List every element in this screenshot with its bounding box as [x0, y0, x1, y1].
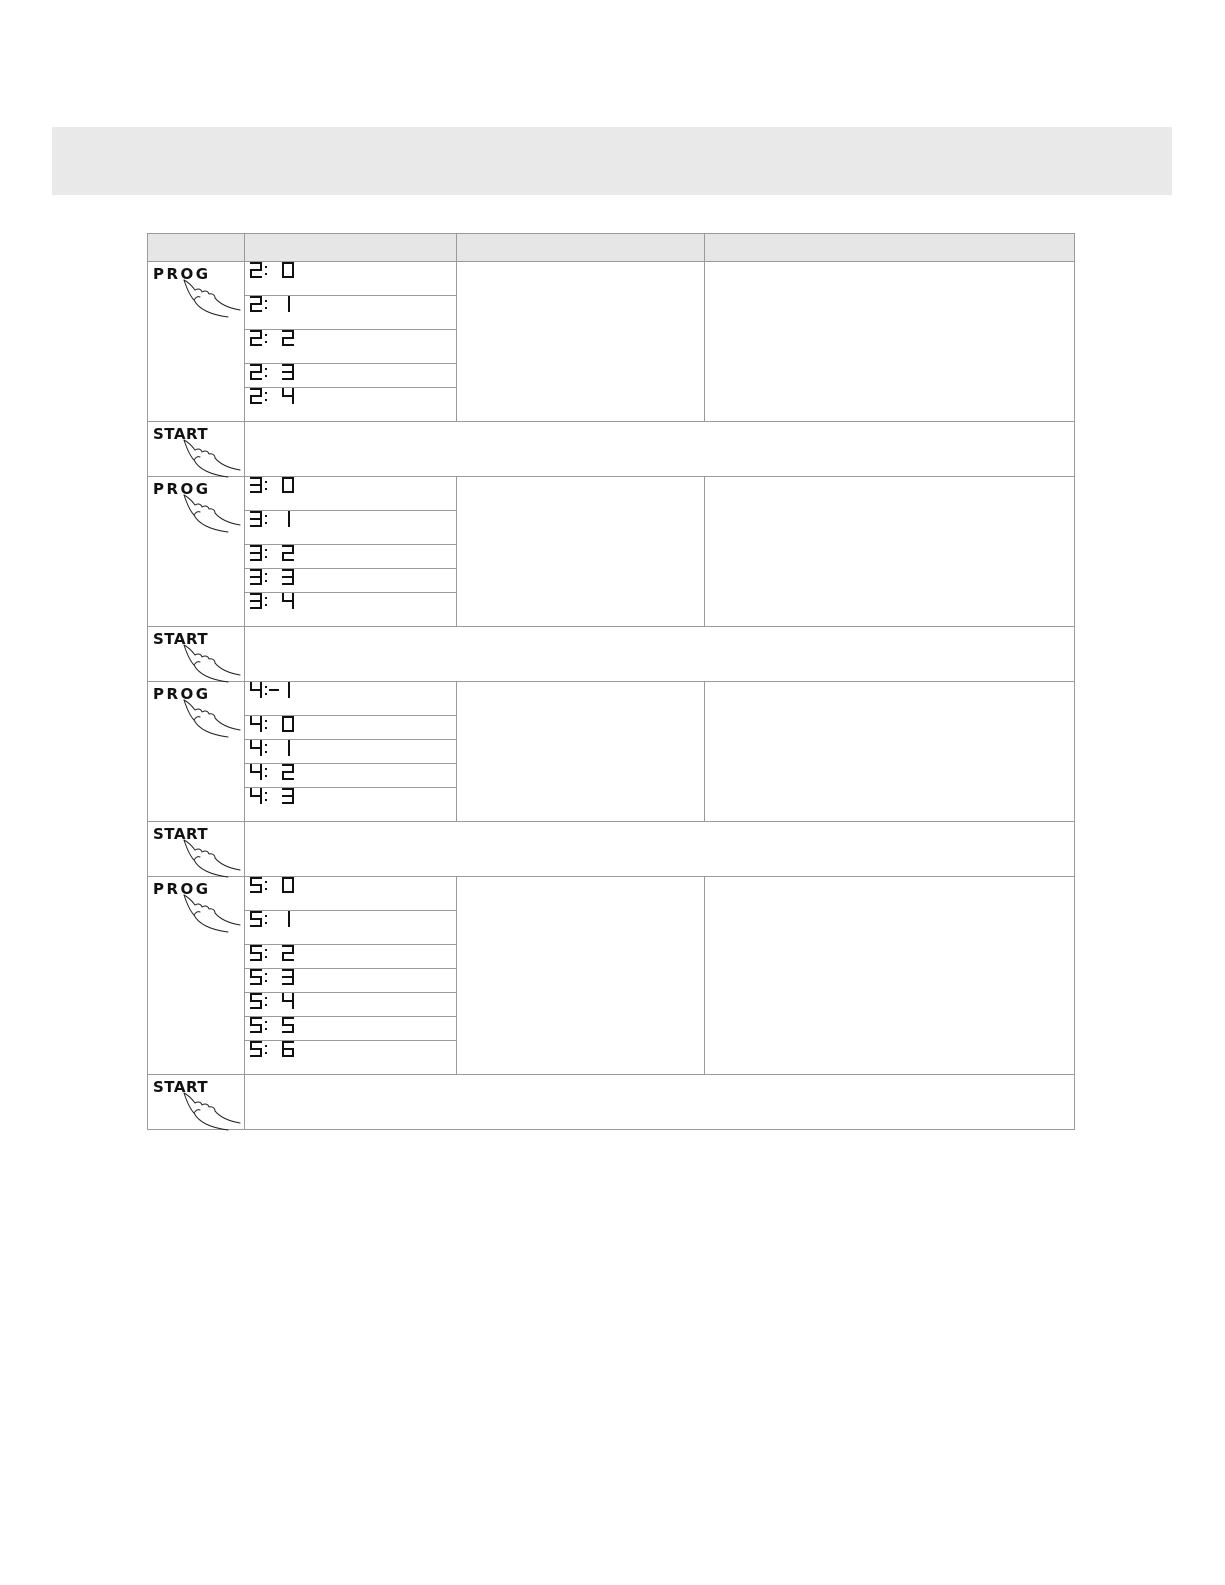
settings-table [147, 233, 1075, 1130]
prog-label: PROG [153, 480, 211, 498]
segment-display [249, 477, 456, 493]
display-value-cell [245, 877, 457, 911]
prog-label: PROG [153, 685, 211, 703]
prog-button-cell [148, 877, 245, 1075]
display-value-cell [245, 330, 457, 364]
segment-display [249, 716, 456, 732]
segment-display [249, 945, 456, 961]
start-description-cell [245, 627, 1075, 682]
segment-display [249, 262, 456, 278]
display-value-cell [245, 364, 457, 388]
display-value-cell [245, 262, 457, 296]
prog-button-cell [148, 682, 245, 822]
start-row [148, 1075, 1075, 1130]
header-band [52, 127, 1172, 195]
notes-cell [705, 262, 1075, 422]
column-header [148, 234, 245, 262]
segment-display [249, 740, 456, 756]
segment-display [249, 969, 456, 985]
start-description-cell [245, 1075, 1075, 1130]
display-value-cell [245, 593, 457, 627]
segment-display [249, 511, 456, 527]
setting-row [148, 262, 1075, 296]
notes-cell [705, 682, 1075, 822]
display-value-cell [245, 388, 457, 422]
display-value-cell [245, 569, 457, 593]
display-value-cell [245, 1017, 457, 1041]
column-header [457, 234, 705, 262]
display-value-cell [245, 545, 457, 569]
start-description-cell [245, 822, 1075, 877]
segment-display [249, 330, 456, 346]
notes-cell [705, 877, 1075, 1075]
segment-display [249, 1041, 456, 1057]
start-label: START [153, 630, 209, 648]
prog-button-cell [148, 477, 245, 627]
column-header [705, 234, 1075, 262]
segment-display [249, 788, 456, 804]
setting-row [148, 477, 1075, 511]
table-header-row [148, 234, 1075, 262]
segment-display [249, 993, 456, 1009]
display-value-cell [245, 477, 457, 511]
segment-display [249, 1017, 456, 1033]
description-cell [457, 262, 705, 422]
display-value-cell [245, 716, 457, 740]
description-cell [457, 877, 705, 1075]
display-value-cell [245, 296, 457, 330]
start-label: START [153, 425, 209, 443]
column-header [245, 234, 457, 262]
start-row [148, 422, 1075, 477]
display-value-cell [245, 969, 457, 993]
display-value-cell [245, 945, 457, 969]
display-value-cell [245, 911, 457, 945]
start-row [148, 822, 1075, 877]
start-button-cell [148, 1075, 245, 1130]
segment-display [249, 364, 456, 380]
description-cell [457, 682, 705, 822]
segment-display [249, 877, 456, 893]
display-value-cell [245, 993, 457, 1017]
display-value-cell [245, 740, 457, 764]
prog-label: PROG [153, 880, 211, 898]
prog-button-cell [148, 262, 245, 422]
segment-display [249, 911, 456, 927]
segment-display [249, 764, 456, 780]
description-cell [457, 477, 705, 627]
prog-label: PROG [153, 265, 211, 283]
start-button-cell [148, 822, 245, 877]
setting-row [148, 682, 1075, 716]
segment-display [249, 682, 456, 698]
segment-display [249, 569, 456, 585]
display-value-cell [245, 511, 457, 545]
display-value-cell [245, 1041, 457, 1075]
segment-display [249, 388, 456, 404]
setting-row [148, 877, 1075, 911]
display-value-cell [245, 682, 457, 716]
start-label: START [153, 825, 209, 843]
start-button-cell [148, 627, 245, 682]
start-description-cell [245, 422, 1075, 477]
start-label: START [153, 1078, 209, 1096]
segment-display [249, 593, 456, 609]
display-value-cell [245, 788, 457, 822]
display-value-cell [245, 764, 457, 788]
segment-display [249, 545, 456, 561]
start-row [148, 627, 1075, 682]
segment-display [249, 296, 456, 312]
notes-cell [705, 477, 1075, 627]
start-button-cell [148, 422, 245, 477]
